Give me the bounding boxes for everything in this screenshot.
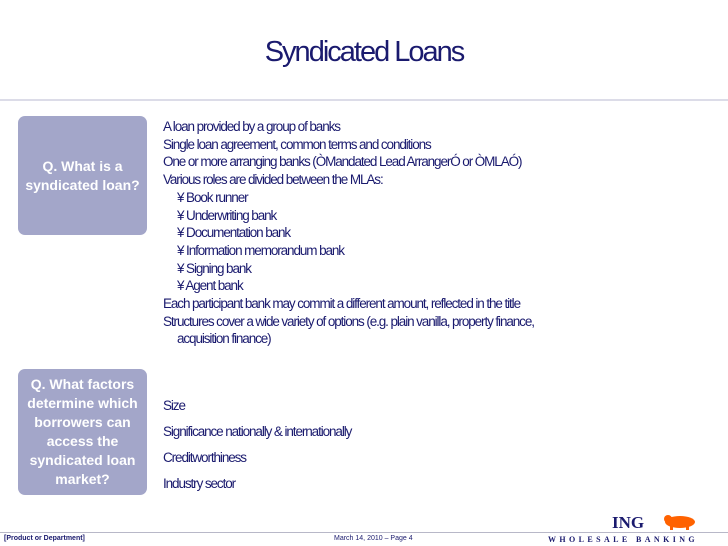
footer-date-page: March 14, 2010 – Page 4 xyxy=(334,535,413,542)
logo-tagline: WHOLESALE BANKING xyxy=(548,535,699,544)
role-item: ¥ Information memorandum bank xyxy=(177,242,344,258)
role-item: ¥ Underwriting bank xyxy=(177,207,277,223)
footer-department: [Product or Department] xyxy=(4,535,85,542)
answer-line: Various roles are divided between the MLAs: xyxy=(163,172,383,188)
ing-logo xyxy=(540,510,725,546)
answer-line: Each participant bank may commit a different amount, reflected in the title xyxy=(163,296,520,312)
slide-title: Syndicated Loans xyxy=(264,36,464,68)
question-box-what-is: Q. What is a syndicated loan? xyxy=(18,116,147,235)
lion-icon xyxy=(664,515,695,530)
answer-line: A loan provided by a group of banks xyxy=(163,119,340,134)
factor-item: Size xyxy=(163,398,185,413)
role-item: ¥ Documentation bank xyxy=(177,225,291,241)
answer-list-factors xyxy=(163,393,351,497)
question-box-factors: Q. What factors determine which borrowers can access the syndicated loan market? xyxy=(18,369,147,495)
answer-line: Single loan agreement, common terms and conditions xyxy=(163,136,431,152)
role-item: ¥ Agent bank xyxy=(177,278,243,294)
answer-line-continuation: acquisition finance) xyxy=(177,331,271,347)
logo-wordmark: ING xyxy=(612,513,645,532)
factor-item: Significance nationally & internationally xyxy=(163,424,352,439)
role-item: ¥ Signing bank xyxy=(177,260,251,276)
title-divider xyxy=(0,99,728,101)
factor-item: Creditworthiness xyxy=(163,450,246,465)
answer-line: Structures cover a wide variety of options (e.g. plain vanilla, property finance, xyxy=(163,313,534,329)
answer-line: One or more arranging banks (ÒMandated Lead ArrangerÓ or ÒMLAÓ) xyxy=(163,154,522,170)
answer-list-what-is xyxy=(163,118,534,348)
role-item: ¥ Book runner xyxy=(177,189,248,205)
factor-item: Industry sector xyxy=(163,476,236,491)
